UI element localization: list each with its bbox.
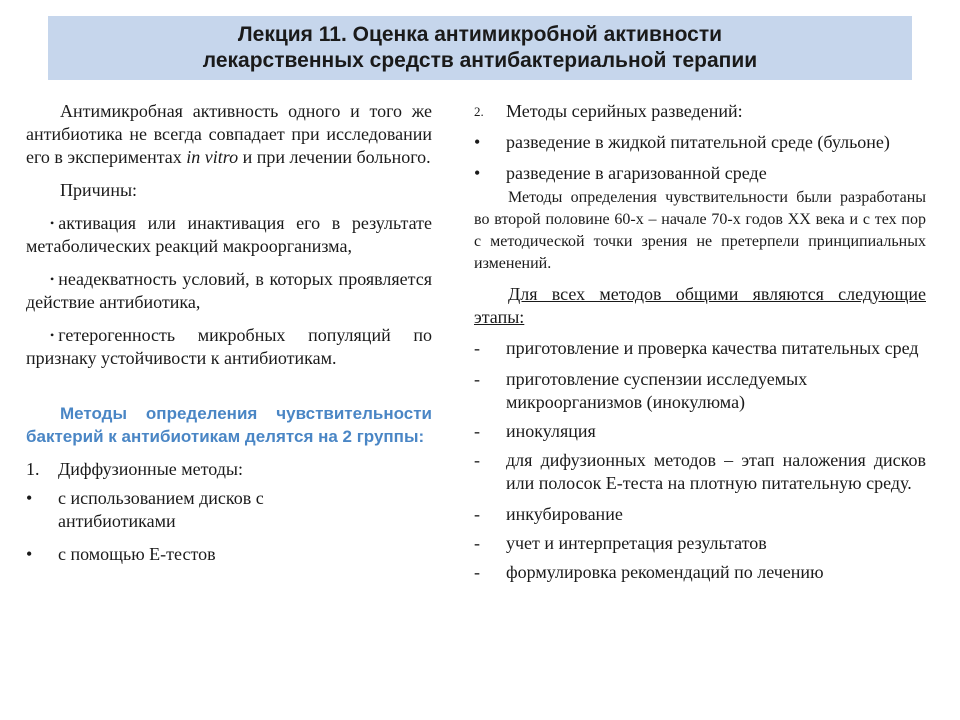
- stage-text: формулировка рекомендаций по лечению: [506, 562, 824, 582]
- group1-item-text: с помощью Е-тестов: [58, 544, 216, 564]
- group1-number: 1.: [26, 459, 40, 479]
- stage-text: инкубирование: [506, 504, 623, 524]
- bullet-icon: •: [50, 328, 55, 342]
- group1-item-text: с использованием дисков с антибиотиками: [58, 488, 264, 531]
- bullet-icon: •: [474, 163, 481, 183]
- page-title-line1: Лекция 11. Оценка антимикробной активности: [237, 23, 723, 46]
- right-column: [474, 100, 926, 584]
- intro-paragraph: [26, 100, 432, 169]
- group2-item-text: разведение в агаризованной среде: [506, 163, 767, 183]
- history-paragraph: Методы определения чувствительности были разработаны во второй половине 60-х – начале 70-х годов XX века и с тех пор с методической точки зрения не претерпели принципиальных изменений.: [474, 189, 926, 272]
- stage-text: инокуляция: [506, 421, 596, 441]
- page-title-line2: лекарственных средств антибактериальной терапии: [202, 49, 758, 72]
- stages-heading: Для всех методов общими являются следующие этапы:: [474, 284, 926, 327]
- dash-icon: -: [474, 421, 480, 441]
- title-banner: [48, 16, 912, 80]
- dash-icon: -: [474, 504, 480, 524]
- group2-label: Методы серийных разведений:: [506, 101, 743, 121]
- reason-item: [26, 268, 432, 314]
- stage-item: [474, 368, 926, 414]
- stage-text: приготовление и проверка качества питательных сред: [506, 338, 919, 358]
- group1-item: [26, 487, 432, 533]
- bullet-icon: •: [26, 544, 33, 564]
- stage-item: [474, 337, 926, 360]
- stage-item: [474, 503, 926, 526]
- bullet-icon: •: [50, 216, 55, 230]
- dash-icon: -: [474, 533, 480, 553]
- intro-text-end: и при лечении больного.: [238, 147, 431, 167]
- reason-item: [26, 212, 432, 258]
- stage-text: для дифузионных методов – этап наложения дисков или полосок Е-теста на плотную питательную среду.: [506, 450, 926, 493]
- stage-item: [474, 420, 926, 443]
- left-column: [26, 100, 432, 566]
- group2-item: [474, 162, 926, 185]
- dash-icon: -: [474, 562, 480, 582]
- reason-text: активация или инактивация его в результате метаболических реакций макроорганизма,: [26, 213, 432, 256]
- group2-item-text: разведение в жидкой питательной среде (бульоне): [506, 132, 890, 152]
- bullet-icon: •: [50, 272, 55, 286]
- bullet-icon: •: [26, 488, 33, 508]
- stage-item: [474, 532, 926, 555]
- intro-text: Антимикробная активность одного и того же антибиотика не всегда совпадает при исследовании его в экспериментах: [26, 101, 432, 167]
- bullet-icon: •: [474, 132, 481, 152]
- group1-item: [26, 543, 432, 566]
- dash-icon: -: [474, 338, 480, 358]
- stage-text: приготовление суспензии исследуемых микроорганизмов (инокулюма): [506, 369, 808, 412]
- stage-text: учет и интерпретация результатов: [506, 533, 767, 553]
- dash-icon: -: [474, 450, 480, 470]
- stage-item: [474, 561, 926, 584]
- intro-italic: in vitro: [186, 147, 239, 167]
- stage-item: [474, 449, 926, 495]
- group1-heading: [26, 458, 432, 481]
- dash-icon: -: [474, 369, 480, 389]
- group2-number: 2.: [474, 104, 484, 119]
- group2-heading: [474, 100, 926, 123]
- reasons-label: Причины:: [60, 180, 138, 200]
- methods-heading: Методы определения чувствительности бактерий к антибиотикам делятся на 2 группы:: [26, 404, 432, 446]
- group1-label: Диффузионные методы:: [58, 459, 244, 479]
- reason-text: гетерогенность микробных популяций по признаку устойчивости к антибиотикам.: [26, 325, 432, 368]
- reason-item: [26, 324, 432, 370]
- group2-item: [474, 131, 926, 154]
- reason-text: неадекватность условий, в которых проявляется действие антибиотика,: [26, 269, 432, 312]
